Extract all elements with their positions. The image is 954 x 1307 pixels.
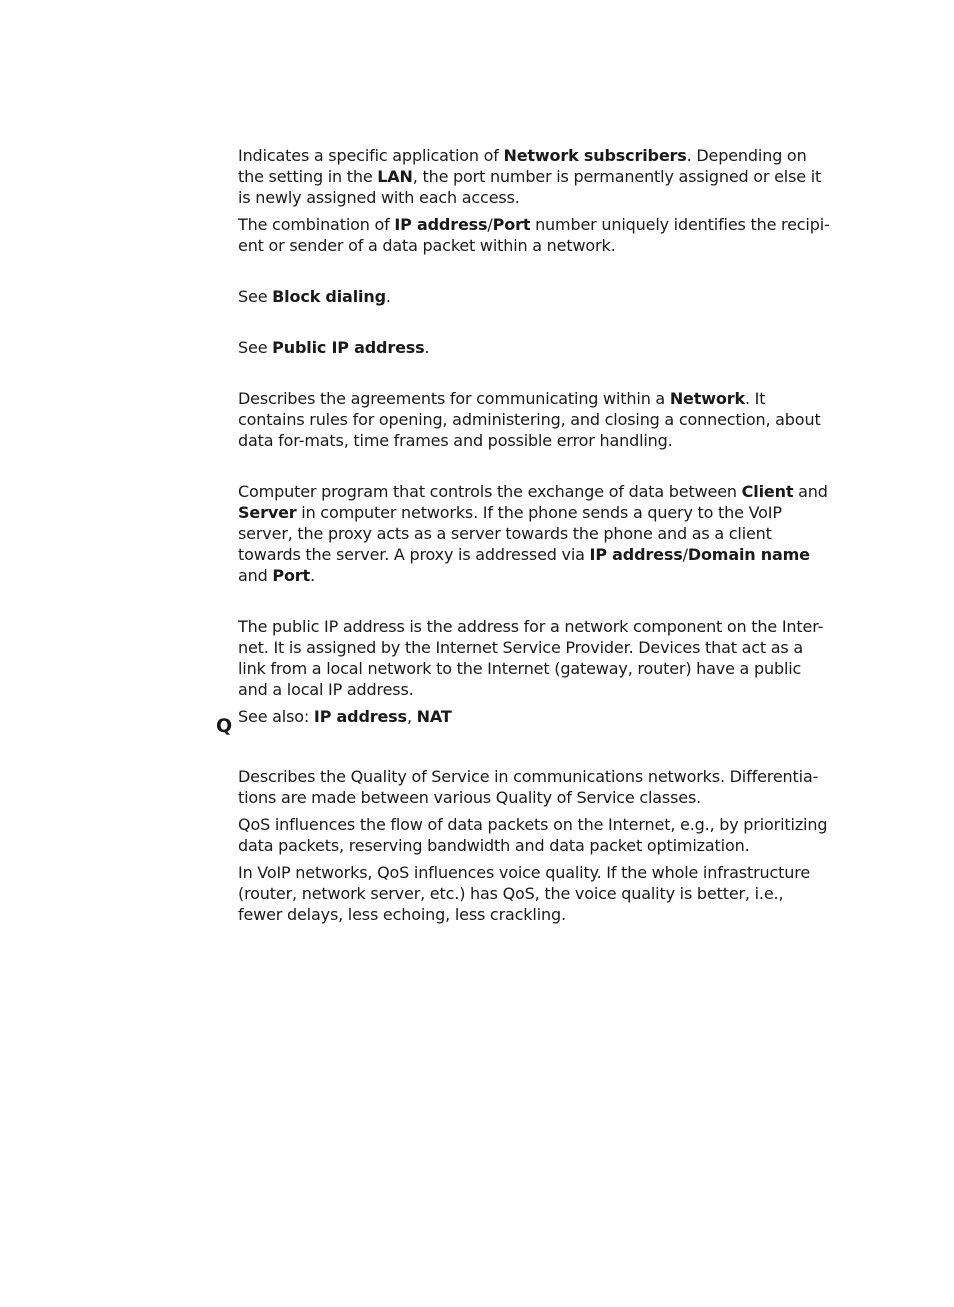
link-client: Client [741, 482, 794, 501]
entry-qos [238, 766, 830, 925]
glossary-entries-p [238, 145, 830, 727]
link-port: Port [272, 566, 311, 585]
link-block-dialing: Block dialing [272, 287, 386, 306]
entry-prefix-dialing-text: See Block dialing. [238, 287, 391, 306]
entry-qos-voip: In VoIP networks, QoS influences voice quality. If the whole infrastructure (router, network server, etc.) has QoS, the voice quality is better, i.e., fewer delays, less echoing, less crackling. [238, 863, 811, 924]
entry-public-ip-description: The public IP address is the address for a network component on the Inter-net. It is assigned by the Internet Service Provider. Devices that act as a link from a local network to the Internet (gateway, router) have a public and a local IP address. [238, 617, 824, 699]
entry-port-combination: The combination of IP address/Port number uniquely identifies the recipi-ent or sender of a data packet within a network. [238, 215, 830, 255]
entry-protocol [238, 388, 830, 451]
section-letter-q: Q [216, 715, 233, 737]
entry-public-ip-see-also: See also: IP address, NAT [238, 707, 452, 726]
link-ip-address: IP address [394, 215, 488, 234]
link-nat: NAT [416, 707, 452, 726]
link-ip-address: IP address [313, 707, 407, 726]
entry-proxy-text: Computer program that controls the exchange of data between Client and Server in computer networks. If the phone sends a query to the VoIP server, the proxy acts as a server towards the phone and as a client towards the server. A proxy is addressed via IP address/Domain name and Port. [238, 482, 828, 585]
link-lan: LAN [377, 167, 413, 186]
link-server: Server [238, 503, 297, 522]
entry-private-ip [238, 337, 830, 358]
link-port: Port [492, 215, 531, 234]
entry-port [238, 145, 830, 256]
entry-public-ip [238, 616, 830, 727]
link-public-ip-address: Public IP address [272, 338, 425, 357]
link-network: Network [669, 389, 745, 408]
entry-private-ip-text: See Public IP address. [238, 338, 430, 357]
entry-port-description: Indicates a specific application of Network subscribers. Depending on the setting in the LAN, the port number is permanently assigned or else it is newly assigned with each access. [238, 146, 822, 207]
entry-proxy [238, 481, 830, 586]
link-network-subscribers: Network subscribers [503, 146, 687, 165]
entry-qos-description: Describes the Quality of Service in communications networks. Differentia-tions are made between various Quality of Service classes. [238, 767, 819, 807]
entry-qos-influence: QoS influences the flow of data packets on the Internet, e.g., by prioritizing data packets, reserving bandwidth and data packet optimization. [238, 815, 828, 855]
link-ip-address: IP address [589, 545, 683, 564]
link-domain-name: Domain name [687, 545, 810, 564]
entry-protocol-text: Describes the agreements for communicating within a Network. It contains rules for opening, administering, and closing a connection, about data for-mats, time frames and possible error handling. [238, 389, 821, 450]
entry-prefix-dialing [238, 286, 830, 307]
glossary-entries-q [238, 766, 830, 925]
